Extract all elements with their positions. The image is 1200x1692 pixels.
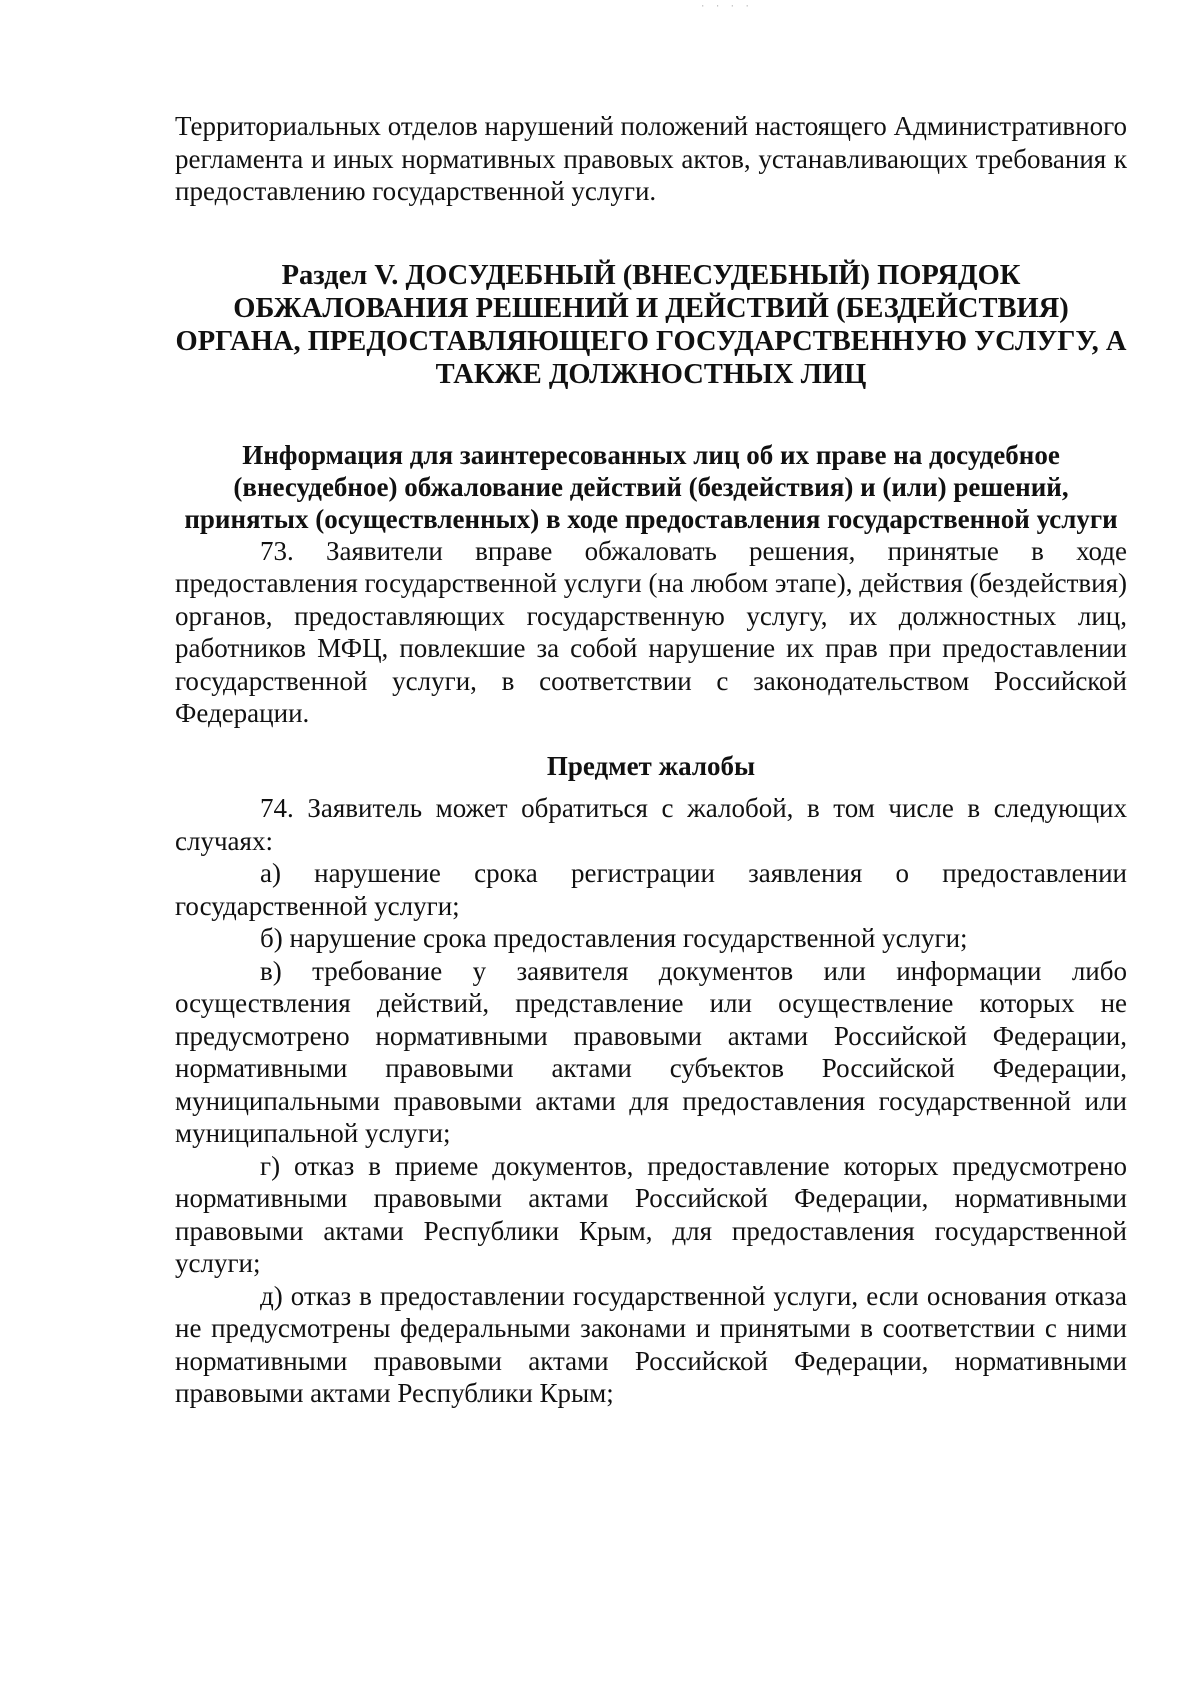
section-prefix: Раздел V. bbox=[281, 259, 399, 291]
intro-paragraph: Территориальных отделов нарушений положений настоящего Административного регламента и иных нормативных правовых актов, устанавливающих требования к предоставлению государственной услуги. bbox=[175, 111, 1127, 206]
list-item-b: б) нарушение срока предоставления государственной услуги; bbox=[260, 923, 968, 953]
scan-artifact: · · · · bbox=[700, 2, 752, 12]
list-item-a: а) нарушение срока регистрации заявления о предоставлении государственной услуги; bbox=[175, 858, 1127, 921]
section-title bbox=[175, 259, 1127, 391]
list-item-g: г) отказ в приеме документов, предоставление которых предусмотрено нормативными правовыми актами Российской Федерации, нормативными правовыми актами Республики Крым, для предоставления государственной услуги; bbox=[175, 1150, 1127, 1278]
section-title-text: ДОСУДЕБНЫЙ (ВНЕСУДЕБНЫЙ) ПОРЯДОК ОБЖАЛОВАНИЯ РЕШЕНИЙ И ДЕЙСТВИЙ (БЕЗДЕЙСТВИЯ) ОРГАНА, ПРЕДОСТАВЛЯЮЩЕГО ГОСУДАРСТВЕННУЮ УСЛУГУ, А ТАКЖЕ ДОЛЖНОСТНЫХ ЛИЦ bbox=[175, 259, 1127, 390]
document-page bbox=[175, 110, 1127, 1410]
paragraph-73: 73. Заявители вправе обжаловать решения, принятые в ходе предоставления государственной услуги (на любом этапе), действия (бездействия) органов, предоставляющих государственную услугу, их должностных лиц, работников МФЦ, повлекшие за собой нарушение их прав при предоставлении государственной услуги, в соответствии с законодательством Российской Федерации. bbox=[175, 535, 1127, 728]
list-item-d: д) отказ в предоставлении государственной услуги, если основания отказа не предусмотрены федеральными законами и принятыми в соответствии с ними нормативными правовыми актами Российской Федерации, нормативными правовыми актами Республики Крым; bbox=[175, 1280, 1127, 1408]
info-heading: Информация для заинтересованных лиц об их праве на досудебное (внесудебное) обжалование действий (бездействия) и (или) решений, принятых (осуществленных) в ходе предоставления государственной услуги bbox=[184, 439, 1118, 534]
list-item-v: в) требование у заявителя документов или информации либо осуществления действий, представление или осуществление которых не предусмотрено нормативными правовыми актами Российской Федерации, нормативными правовыми актами субъектов Российской Федерации, муниципальными правовыми актами для предоставления государственной или муниципальной услуги; bbox=[175, 955, 1127, 1148]
paragraph-74: 74. Заявитель может обратиться с жалобой, в том числе в следующих случаях: bbox=[175, 793, 1127, 856]
subject-heading: Предмет жалобы bbox=[546, 750, 756, 781]
